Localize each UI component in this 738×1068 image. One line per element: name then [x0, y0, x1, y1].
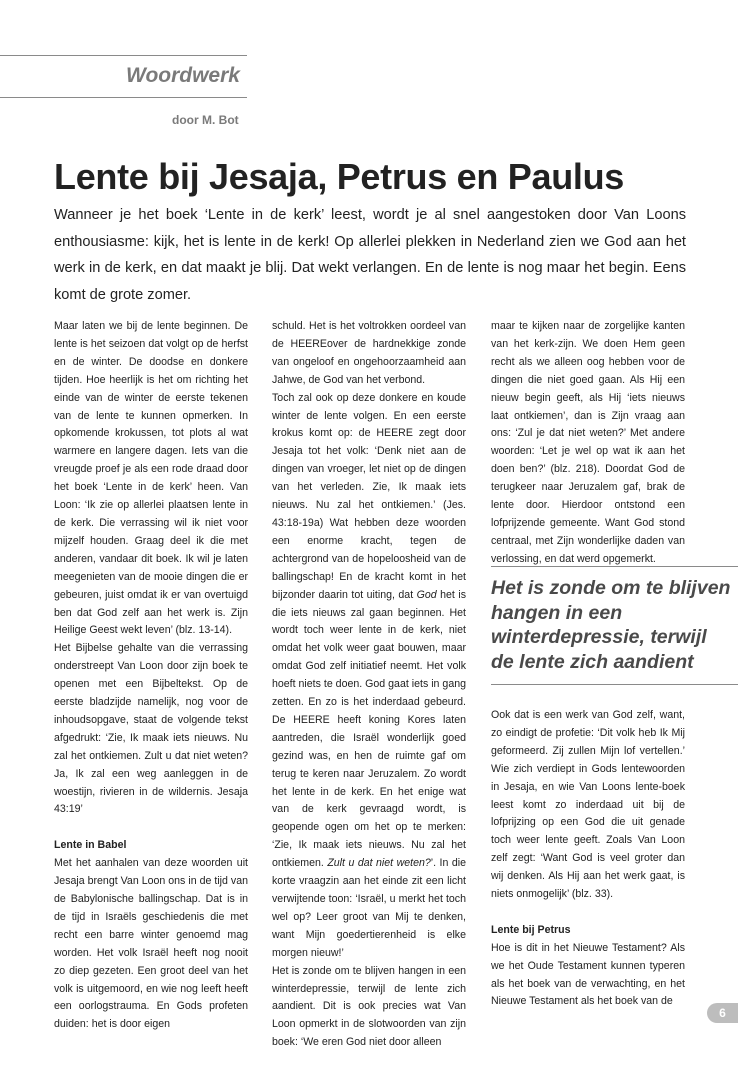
emphasis-text: Zult u dat niet weten? [327, 857, 431, 870]
section-title: Woordwerk [126, 64, 240, 87]
body-paragraph: Maar laten we bij de lente beginnen. De lente is het seizoen dat volgt op de herfst en de winter. De doodse en donkere tijden. Hoe heerlijk is het om richting het einde van de winter de eerste tekenen van de lente te kunnen opmerken. In opkomende krokussen, tot plots al wat warmere en langere dagen. Iets van die vreugde proef je als een rode draad door het boek ‘Lente in de kerk’ heen. Van Loon: ‘Ik zie op allerlei plaatsen lente in de kerk. Die verrassing wil ik niet voor mijzelf houden. Graag deel ik die met anderen, vandaar dit boek. Ik wil je laten meegenieten van de mooie dingen die er gebeuren, juist omdat ik er van overtuigd ben dat God zelf aan het werk is. Zijn Heilige Geest wekt leven’ (blz. 13-14). [54, 320, 248, 637]
body-paragraph: Het is zonde om te blijven hangen in een winterdepressie, terwijl de lente zich aandient. Dit is ook precies wat Van Loon opmerkt in de slotwoorden van zijn boek: ‘We eren God niet door alleen [272, 964, 466, 1049]
header-rule-bottom [0, 97, 247, 98]
text-column-3-top [491, 318, 685, 569]
body-paragraph: Hoe is dit in het Nieuwe Testament? Als we het Oude Testament kunnen typeren als het boek van de verwachting, en het Nieuwe Testament als het boek van de [491, 941, 685, 1008]
byline: door M. Bot [172, 113, 239, 127]
body-paragraph [272, 390, 466, 963]
article-headline: Lente bij Jesaja, Petrus en Paulus [54, 156, 625, 197]
body-paragraph: maar te kijken naar de zorgelijke kanten van het kerk-zijn. We doen Hem geen recht als we alleen oog hebben voor de dingen die niet goed gaan. Als Hij een nieuw begin geeft, als Hij ‘iets nieuws laat ontkiemen’, dan is Zijn vraag aan ons: ‘Zul je dat niet weten?’ Met andere woorden: ‘Let je wel op wat ik aan het doen ben?’ (blz. 218). Doordat God de terugkeer naar Jeruzalem gaf, brak de lente door. Hierdoor ontstond een lofprijzende gemeente. Want God stond centraal, met Zijn wonderlijke daden van verlossing, en dat werd opgemerkt. [491, 320, 685, 565]
text-column-2 [272, 318, 466, 1052]
body-text: ’. In die korte vraagzin aan het einde zit een licht verwijtende toon: ‘Israël, u merkt het toch wel op? Leer groot van Mij te denken, want Mijn goedertierenheid is elke morgen nieuw!’ [272, 857, 467, 959]
subheading-lente-bij-petrus: Lente bij Petrus [491, 923, 571, 936]
pullquote-rule-bottom [491, 684, 738, 685]
body-paragraph: schuld. Het is het voltrokken oordeel van de HEEREover de hardnekkige zonde van ongeloof en ongehoorzaamheid aan Jahwe, de God van het verbond. [272, 320, 466, 386]
subheading-lente-in-babel: Lente in Babel [54, 839, 127, 852]
body-paragraph: Ook dat is een werk van God zelf, want, zo eindigt de profetie: ‘Dit volk heb Ik Mij geformeerd. Zij zullen Mijn lof vertellen.’ Wie zich verdiept in Gods lentewoorden in Jesaja, en wie Van Loons lente-boek leest komt zo inderdaad uit bij de lofprijzing op een God die uit genade toch weer lente geeft. Zoals Van Loon zelf zegt: ‘Want God is veel groter dan wij denken. Als Hij aan het werk gaat, is niets onmogelijk’ (blz. 33). [491, 709, 685, 901]
body-paragraph: Het Bijbelse gehalte van die verrassing onderstreept Van Loon door zijn boek te openen met een Bijbeltekst. Op de eerste bladzijde namelijk, nog voor de inhoudsopgave, staat de volgende tekst afgedrukt: ‘Zie, Ik maak iets nieuws. Nu zal het ontkiemen. Zult u dat niet weten? Ja, Ik zal een weg aanleggen in de woestijn, rivieren in de wildernis. Jesaja 43:19’ [54, 642, 248, 816]
pullquote-rule-top [491, 566, 738, 567]
page-number: 6 [707, 1003, 738, 1023]
body-text: Toch zal ook op deze donkere en koude winter de lente volgen. En een eerste krokus komt op: de HEERE zegt door Jesaja tot het volk: ‘Denk niet aan de dingen van vroeger, let niet op de dingen van het verleden. Zie, Ik maak iets nieuws. Nu zal het ontkiemen.’ (Jes. 43:18-19a) Wat hebben deze woorden een enorme kracht, tegen de achtergrond van de hopeloosheid van de ballingschap! En de kracht komt in het bijzonder daarin tot uiting, dat [272, 391, 466, 601]
header-rule-top [0, 55, 247, 56]
body-text: het is die iets nieuws zal gaan beginnen. Het wordt toch weer lente in de kerk, niet omdat het volk weer gaat bouwen, maar omdat God zelf initiatief neemt. Het volk hoeft niets te doen. God gaat iets in gang zetten. En zo is het inderdaad gebeurd. De HEERE heeft koning Kores laten aantreden, die Israël wonderlijk goed gezind was, en hen de ruimte gaf om terug te keren naar Jeruzalem. Zo wordt het lente in de kerk. En het enige wat van de kerk gevraagd wordt, is geopende ogen om het op te merken: ‘Zie, Ik maak iets nieuws. Nu zal het ontkiemen. [272, 588, 466, 870]
body-paragraph: Met het aanhalen van deze woorden uit Jesaja brengt Van Loon ons in de tijd van de Babylonische ballingschap. Dat is in de tijd in Israëls geschiedenis die met recht een barre winter genoemd mag worden. Het volk Israël heeft nog nooit zo diep gezeten. Een groot deel van het volk is uitgemoord, en wie nog leeft heeft een oorlogstrauma. En Gods profeten duiden: het is door eigen [54, 857, 248, 1031]
pull-quote: Het is zonde om te blijven hangen in een winterdepressie, terwijl de lente zich aandient [491, 577, 731, 673]
emphasis-text: God [416, 588, 437, 601]
article-intro: Wanneer je het boek ‘Lente in de kerk’ leest, wordt je al snel aangestoken door Van Loons enthousiasme: kijk, het is lente in de kerk! Op allerlei plekken in Nederland zien we God aan het werk in de kerk, en dat maakt je blij. Dat wekt verlangen. En de lente is nog maar het begin. Eens komt de grote zomer. [54, 207, 686, 304]
text-column-1 [54, 318, 248, 1034]
text-column-3-bottom [491, 707, 685, 1011]
